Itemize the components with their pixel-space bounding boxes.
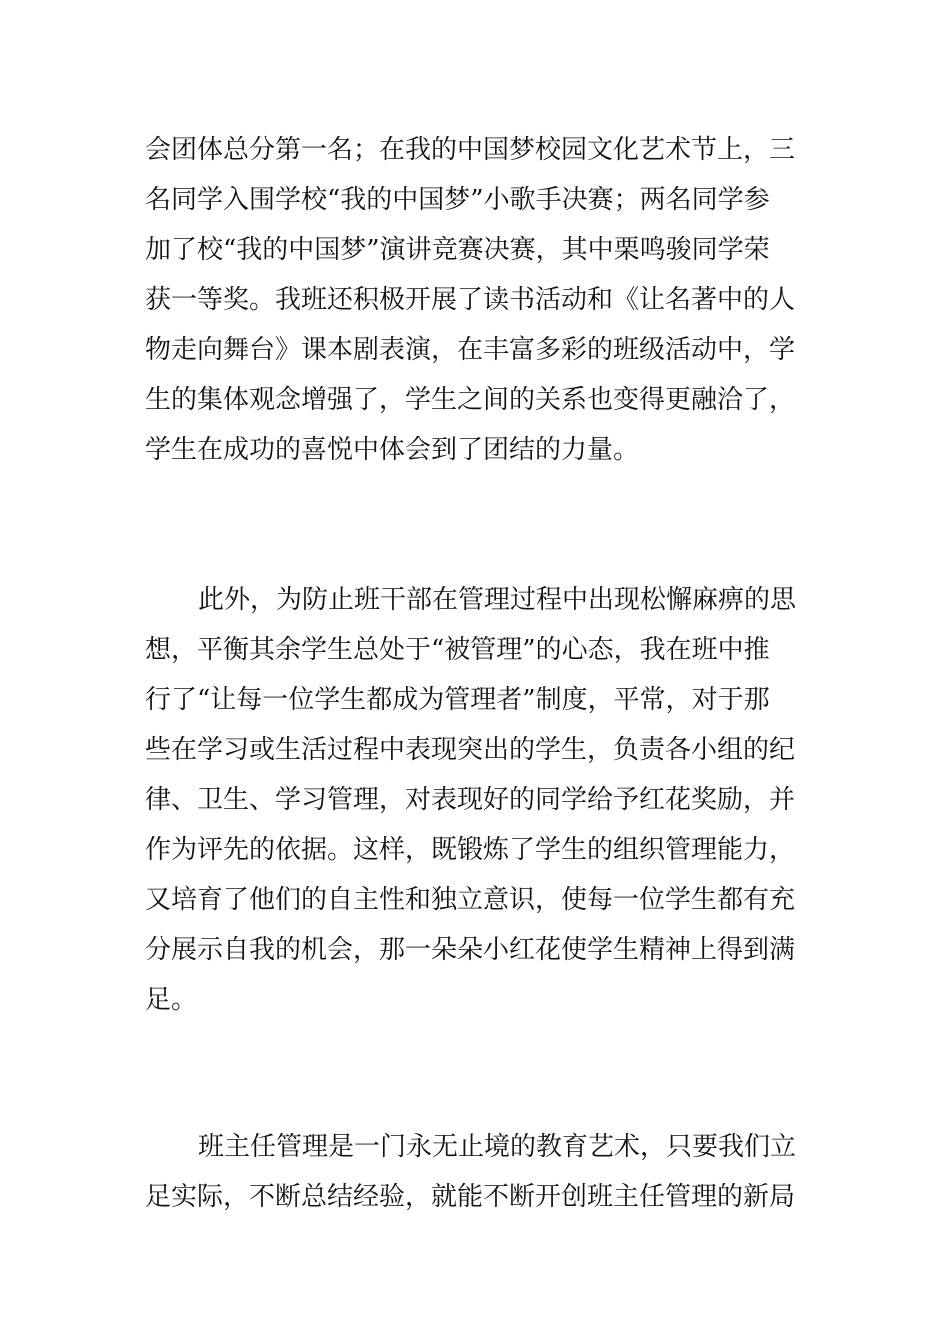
paragraph-conclusion (145, 1122, 810, 1222)
text-line: 学生在成功的喜悦中体会到了团结的力量。 (145, 435, 640, 465)
text-line: 足实际，不断总结经验，就能不断开创班主任管理的新局 (145, 1182, 796, 1212)
paragraph-management-system (145, 575, 810, 1025)
text-line: 获一等奖。我班还积极开展了读书活动和《让名著中的人 (145, 285, 796, 315)
text-line: 又培育了他们的自主性和独立意识，使每一位学生都有充 (145, 885, 796, 915)
text-line: 行了“让每一位学生都成为管理者”制度，平常，对于那 (145, 685, 770, 715)
text-line: 物走向舞台》课本剧表演，在丰富多彩的班级活动中，学 (145, 335, 796, 365)
text-line: 分展示自我的机会，那一朵朵小红花使学生精神上得到满 (145, 935, 796, 965)
text-line: 会团体总分第一名；在我的中国梦校园文化艺术节上，三 (145, 135, 796, 165)
text-line-first: 班主任管理是一门永无止境的教育艺术，只要我们立 (198, 1132, 797, 1162)
text-line: 些在学习或生活过程中表现突出的学生，负责各小组的纪 (145, 735, 796, 765)
paragraph-class-activities (145, 125, 810, 475)
text-line: 足。 (145, 985, 198, 1015)
text-line: 名同学入围学校“我的中国梦”小歌手决赛；两名同学参 (145, 185, 770, 215)
text-line: 生的集体观念增强了，学生之间的关系也变得更融洽了， (145, 385, 796, 415)
text-line: 加了校“我的中国梦”演讲竞赛决赛，其中栗鸣骏同学荣 (145, 235, 770, 265)
text-line: 想，平衡其余学生总处于“被管理”的心态，我在班中推 (145, 635, 770, 665)
text-line: 律、卫生、学习管理，对表现好的同学给予红花奖励，并 (145, 785, 796, 815)
text-line-first: 此外，为防止班干部在管理过程中出现松懈麻痹的思 (198, 585, 797, 615)
text-line: 作为评先的依据。这样，既锻炼了学生的组织管理能力， (145, 835, 796, 865)
